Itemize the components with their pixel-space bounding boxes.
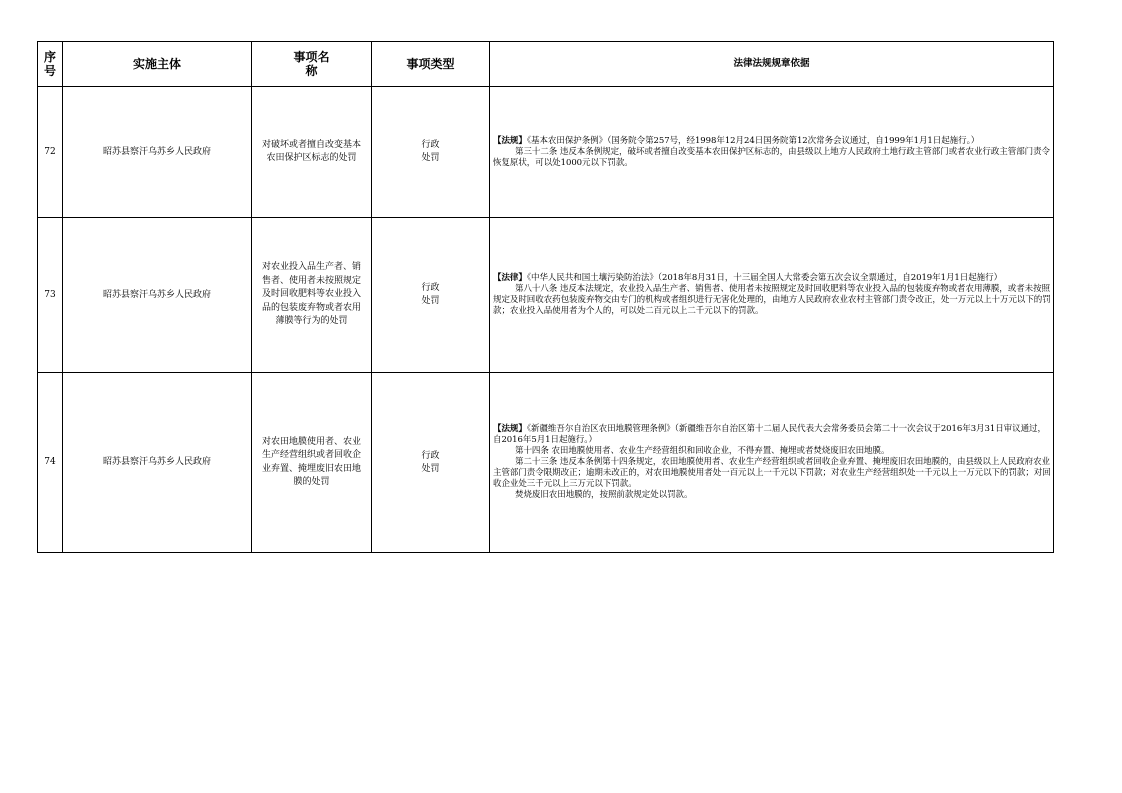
row-subject: 昭苏县察汗乌苏乡人民政府 bbox=[63, 87, 252, 218]
basis-tag: 【法规】 bbox=[493, 424, 527, 434]
row-seq: 74 bbox=[38, 373, 63, 553]
table-row bbox=[38, 87, 1054, 218]
enforcement-items-table bbox=[37, 41, 1054, 553]
header-item-name: 事项名称 bbox=[252, 42, 372, 87]
basis-line: 第八十八条 违反本法规定，农业投入品生产者、销售者、使用者未按照规定及时回收肥料等农业投入品的包装废弃物或者农用薄膜，或者未按照规定及时回收农药包装废弃物交由专门的机构或者组织进行无害化处理的，由地方人民政府农业农村主管部门责令改正，处一万元以上十万元以下的罚款；农业投入品使用者为个人的，可以处二百元以上二千元以下的罚款。 bbox=[493, 284, 1051, 316]
basis-line: 《中华人民共和国土壤污染防治法》（2018年8月31日，十三届全国人大常委会第五次会议全票通过，自2019年1月1日起施行） bbox=[526, 273, 1003, 283]
row-seq: 72 bbox=[38, 87, 63, 218]
table-row bbox=[38, 373, 1054, 553]
header-seq: 序号 bbox=[38, 42, 63, 87]
basis-line: 第二十三条 违反本条例第十四条规定，农田地膜使用者、农业生产经营组织或者回收企业弃置、掩埋废旧农田地膜的，由县级以上人民政府农业主管部门责令限期改正；逾期未改正的，对农田地膜使用者处一百元以上一千元以下罚款；对农业生产经营组织处一千元以上一万元以下的罚款；对回收企业处三千元以上三万元以下罚款。 bbox=[493, 457, 1051, 489]
row-subject: 昭苏县察汗乌苏乡人民政府 bbox=[63, 373, 252, 553]
basis-line: 第十四条 农田地膜使用者、农业生产经营组织和回收企业，不得弃置、掩埋或者焚烧废旧农田地膜。 bbox=[515, 446, 890, 456]
row-basis bbox=[490, 218, 1054, 373]
row-item-type: 行政处罚 bbox=[372, 218, 490, 373]
basis-tag: 【法律】 bbox=[493, 273, 527, 283]
table-header-row bbox=[38, 42, 1054, 87]
header-basis: 法律法规规章依据 bbox=[490, 42, 1054, 87]
basis-line: 《基本农田保护条例》（国务院令第257号，经1998年12月24日国务院第12次常务会议通过，自1999年1月1日起施行。） bbox=[526, 135, 980, 146]
basis-tag: 【法规】 bbox=[493, 135, 527, 146]
header-subject: 实施主体 bbox=[63, 42, 252, 87]
row-basis bbox=[490, 373, 1054, 553]
header-item-type: 事项类型 bbox=[372, 42, 490, 87]
basis-line: 焚烧废旧农田地膜的，按照前款规定处以罚款。 bbox=[515, 490, 693, 500]
basis-line: 《新疆维吾尔自治区农田地膜管理条例》（新疆维吾尔自治区第十二届人民代表大会常务委员会第二十一次会议于2016年3月31日审议通过，自2016年5月1日起施行。） bbox=[493, 424, 1046, 445]
table-row bbox=[38, 218, 1054, 373]
row-subject: 昭苏县察汗乌苏乡人民政府 bbox=[63, 218, 252, 373]
basis-line: 第三十二条 违反本条例规定，破坏或者擅自改变基本农田保护区标志的，由县级以上地方人民政府土地行政主管部门或者农业行政主管部门责令恢复原状，可以处1000元以下罚款。 bbox=[493, 146, 1051, 168]
row-seq: 73 bbox=[38, 218, 63, 373]
row-item-type: 行政处罚 bbox=[372, 373, 490, 553]
row-item-name: 对破坏或者擅自改变基本农田保护区标志的处罚 bbox=[252, 87, 372, 218]
row-item-type: 行政处罚 bbox=[372, 87, 490, 218]
row-basis bbox=[490, 87, 1054, 218]
row-item-name: 对农田地膜使用者、农业生产经营组织或者回收企业弃置、掩埋废旧农田地膜的处罚 bbox=[252, 373, 372, 553]
row-item-name: 对农业投入品生产者、销售者、使用者未按照规定及时回收肥料等农业投入品的包装废弃物或者农用薄膜等行为的处罚 bbox=[252, 218, 372, 373]
